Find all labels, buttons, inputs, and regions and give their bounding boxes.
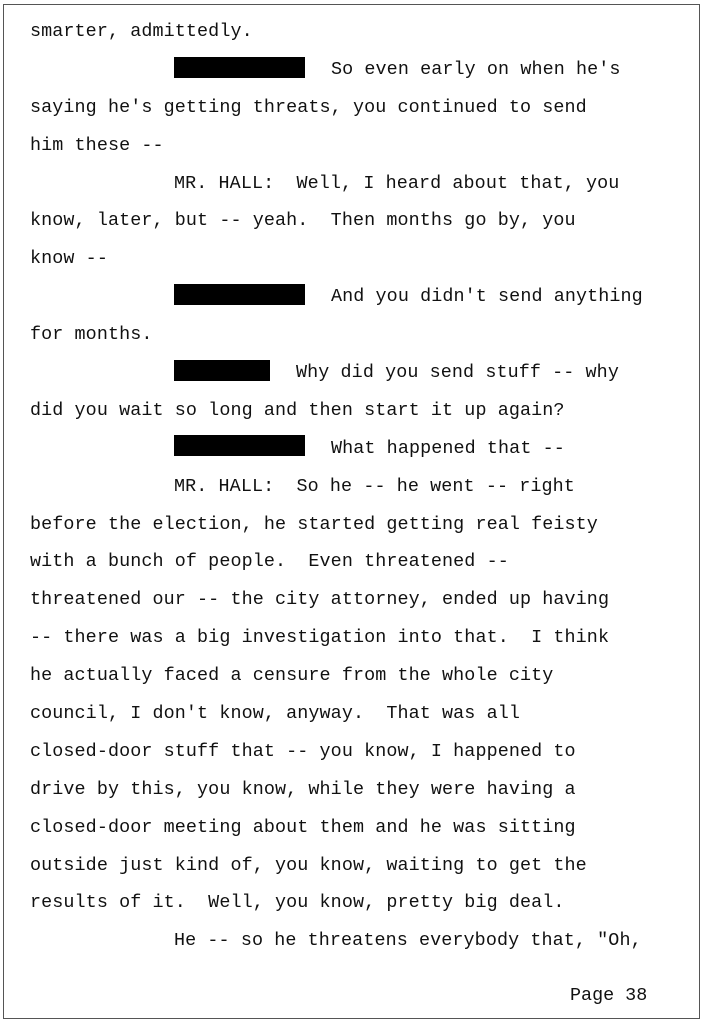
transcript-line (30, 392, 690, 430)
transcript-line (30, 202, 690, 240)
transcript-line (30, 847, 690, 885)
line-text: MR. HALL: So he -- he went -- right (174, 475, 575, 497)
line-text: with a bunch of people. Even threatened -- (30, 551, 509, 573)
transcript-line (30, 51, 690, 89)
line-text: What happened that -- (331, 437, 565, 459)
line-text: Why did you send stuff -- why (296, 362, 619, 384)
transcript-line (30, 619, 690, 657)
transcript-line (30, 809, 690, 847)
line-text: closed-door meeting about them and he was sitting (30, 816, 576, 838)
transcript-line (30, 506, 690, 544)
transcript-line (30, 657, 690, 695)
line-text: MR. HALL: Well, I heard about that, you (174, 172, 620, 194)
line-text: he actually faced a censure from the whole city (30, 665, 554, 687)
transcript-line (30, 468, 690, 506)
line-text: council, I don't know, anyway. That was all (30, 703, 520, 725)
line-text: smarter, admittedly. (30, 21, 253, 42)
line-text: drive by this, you know, while they were having a (30, 778, 576, 800)
transcript-line (30, 240, 690, 278)
transcript-line (30, 430, 690, 468)
line-text: know -- (30, 248, 108, 270)
transcript-line (30, 695, 690, 733)
line-text: -- there was a big investigation into that. I think (30, 627, 610, 649)
transcript-line (30, 354, 690, 392)
line-text: And you didn't send anything (331, 286, 643, 308)
transcript-line (30, 89, 690, 127)
transcript-line (30, 922, 690, 960)
line-text: So even early on when he's (331, 58, 621, 80)
line-text: for months. (30, 324, 153, 346)
page-number: Page 38 (570, 985, 648, 1006)
line-text: He -- so he threatens everybody that, "Oh, (174, 930, 642, 952)
transcript-line (30, 13, 690, 51)
transcript-line (30, 884, 690, 922)
transcript-line (30, 543, 690, 581)
line-text: did you wait so long and then start it up again? (30, 399, 565, 421)
redaction-block (174, 284, 305, 305)
transcript-line (30, 581, 690, 619)
line-text: closed-door stuff that -- you know, I happened to (30, 740, 576, 762)
transcript-line (30, 733, 690, 771)
line-text: saying he's getting threats, you continued to send (30, 96, 587, 118)
line-text: know, later, but -- yeah. Then months go by, you (30, 210, 576, 232)
line-text: results of it. Well, you know, pretty big deal. (30, 892, 565, 914)
transcript-line (30, 127, 690, 165)
redaction-block (174, 360, 270, 381)
transcript-body (30, 13, 690, 960)
line-text: threatened our -- the city attorney, ended up having (30, 589, 610, 611)
line-text: before the election, he started getting real feisty (30, 513, 598, 535)
transcript-line (30, 771, 690, 809)
transcript-line (30, 278, 690, 316)
transcript-line (30, 165, 690, 203)
redaction-block (174, 435, 305, 456)
redaction-block (174, 57, 305, 78)
line-text: him these -- (30, 134, 164, 156)
transcript-line (30, 316, 690, 354)
line-text: outside just kind of, you know, waiting to get the (30, 854, 587, 876)
